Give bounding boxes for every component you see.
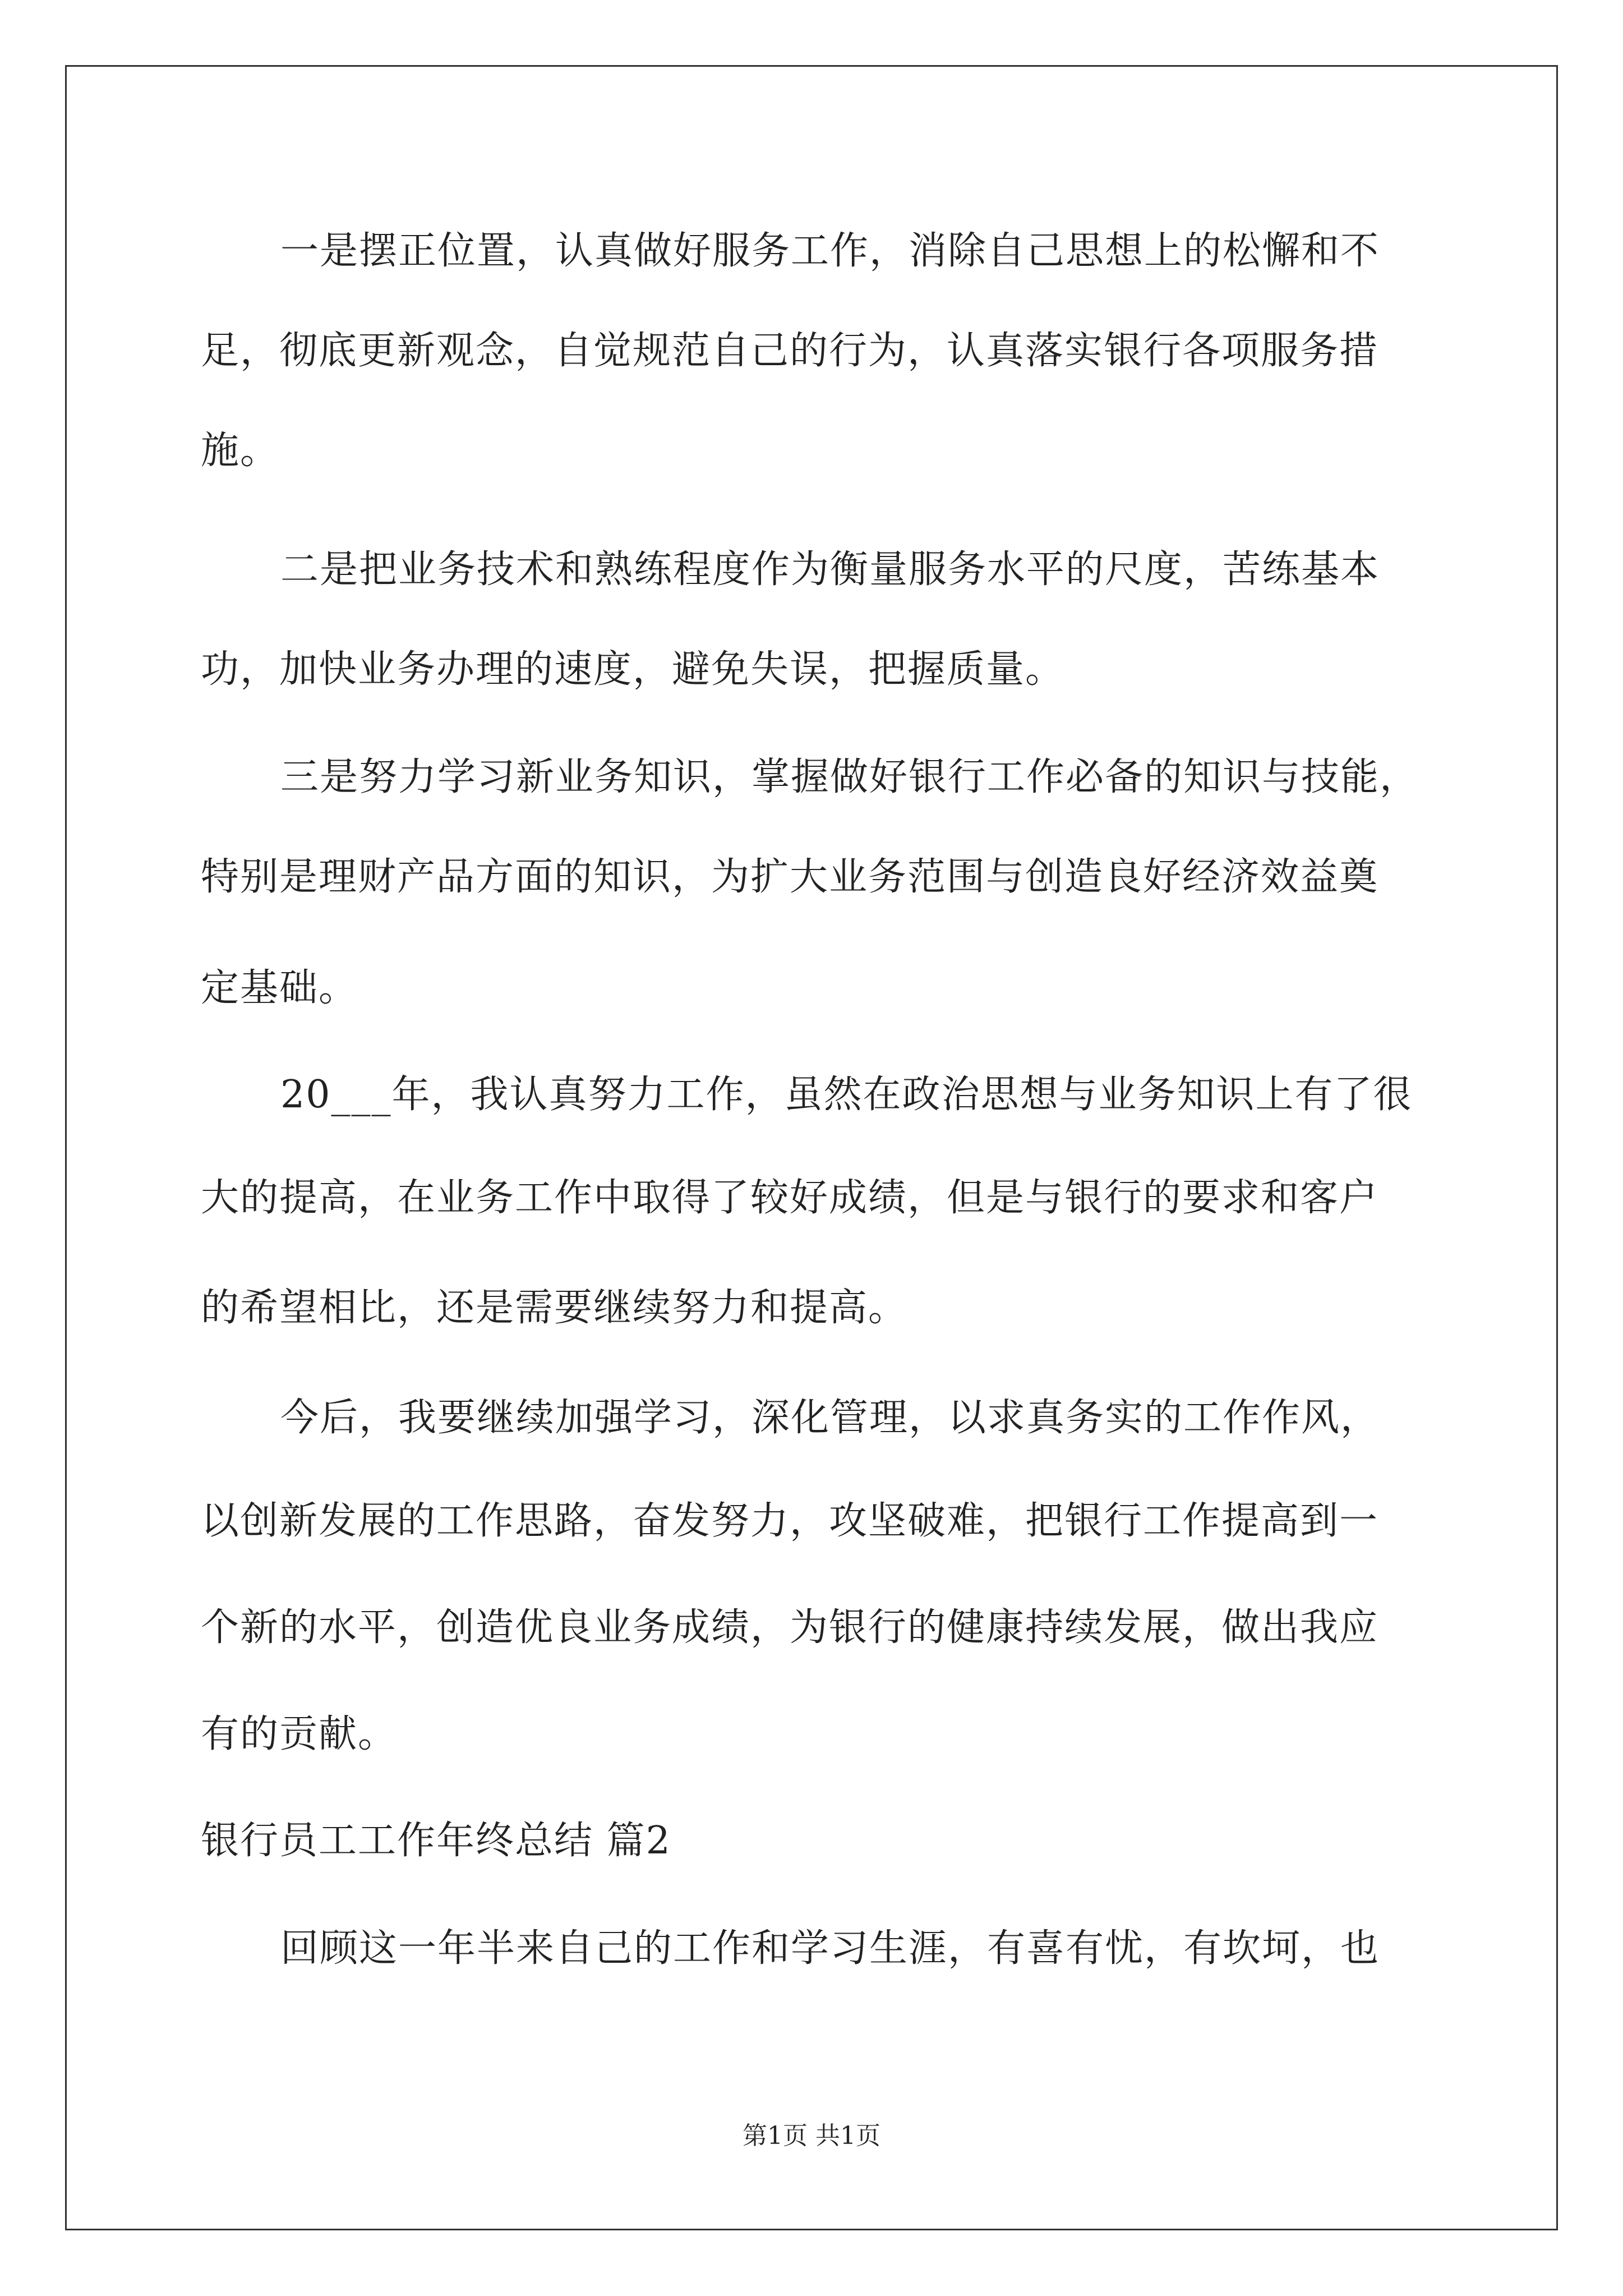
paragraph-2-line-1: 二是把业务技术和熟练程度作为衡量服务水平的尺度，苦练基本 xyxy=(280,547,1380,592)
paragraph-3-line-2: 特别是理财产品方面的知识，为扩大业务范围与创造良好经济效益奠 xyxy=(201,855,1379,899)
section-heading: 银行员工工作年终总结 篇2 xyxy=(201,1819,671,1863)
paragraph-5-line-2: 以创新发展的工作思路，奋发努力，攻坚破难，把银行工作提高到一 xyxy=(201,1499,1379,1543)
paragraph-1-line-1: 一是摆正位置，认真做好服务工作，消除自己思想上的松懈和不 xyxy=(280,229,1380,273)
paragraph-4-line-1: 20___年，我认真努力工作，虽然在政治思想与业务知识上有了很 xyxy=(280,1073,1413,1117)
page-footer: 第1页 共1页 xyxy=(743,2122,880,2150)
paragraph-2-line-2: 功，加快业务办理的速度，避免失误，把握质量。 xyxy=(201,647,1065,692)
paragraph-4-line-2: 大的提高，在业务工作中取得了较好成绩，但是与银行的要求和客户 xyxy=(201,1176,1379,1220)
paragraph-3-line-3: 定基础。 xyxy=(201,966,358,1010)
paragraph-6-line-1: 回顾这一年半来自己的工作和学习生涯，有喜有忧，有坎坷，也 xyxy=(280,1926,1380,1971)
paragraph-4-line-3: 的希望相比，还是需要继续努力和提高。 xyxy=(201,1286,908,1330)
paragraph-5-line-4: 有的贡献。 xyxy=(201,1712,398,1756)
page-border xyxy=(65,65,1558,2230)
paragraph-1-line-2: 足，彻底更新观念，自觉规范自己的行为，认真落实银行各项服务措 xyxy=(201,329,1379,373)
paragraph-5-line-1: 今后，我要继续加强学习，深化管理，以求真务实的工作作风， xyxy=(280,1396,1380,1440)
paragraph-1-line-3: 施。 xyxy=(201,429,280,473)
paragraph-3-line-1: 三是努力学习新业务知识，掌握做好银行工作必备的知识与技能， xyxy=(280,755,1419,799)
paragraph-5-line-3: 个新的水平，创造优良业务成绩，为银行的健康持续发展，做出我应 xyxy=(201,1605,1379,1650)
